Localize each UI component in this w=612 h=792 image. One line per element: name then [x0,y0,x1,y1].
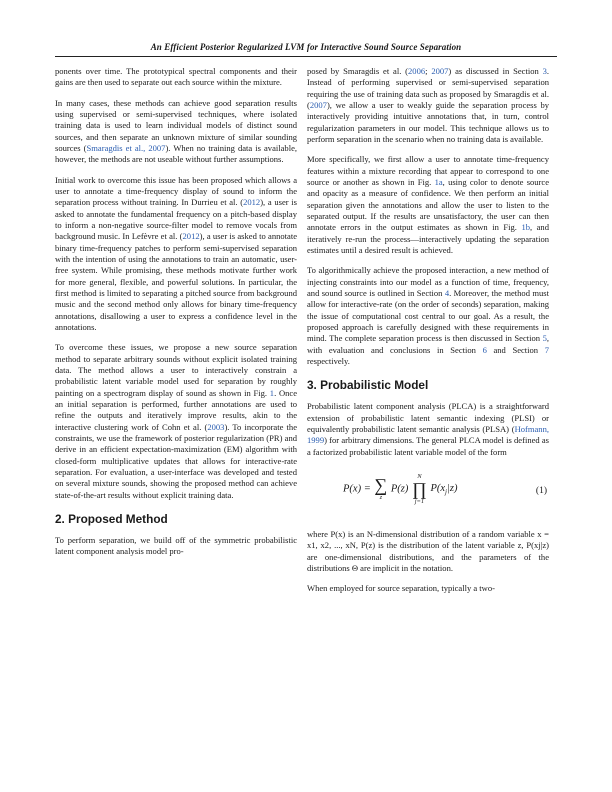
figure-link[interactable]: 1 [269,387,275,398]
citation-link[interactable]: Hofmann, 1999 [307,424,549,446]
header-rule [55,56,557,57]
section-link[interactable]: 4 [444,287,450,298]
paragraph: When employed for source separation, typically a two- [307,583,495,594]
citation-link[interactable]: Smaragdis et al., 2007 [86,142,166,153]
figure-link[interactable]: 1a [434,176,443,187]
equation-term: $P(x_j|z)$ [430,483,458,497]
paragraph: where P(x) is an N-dimensional distribution of a random variable x = x1, x2, ..., xN, P(z) is the distribution of the latent variable z, P(xj|z) are one-dimensional distributions, and the parameters of the distributions Θ are implicit in the notation. [307,528,549,574]
paragraph: In many cases, these methods can achieve good separation results using supervised or semi-supervised techniques, where isolated training data is used to learn individual models of distinct sound sources, and then separate an unknown mixture of similar sounding sources (Smaragdis et al., 2007). When no training data is available, however, the methods are not useable without further assumptions. [55,97,297,165]
paragraph: To algorithmically achieve the proposed interaction, a new method of injecting constraints into our model as a function of time, frequency, and sound source is outlined in Section 4. Moreover, the method must allow for interactive-rate (on the order of seconds) separation, making the issue of computational cost central to our goal. As a result, the proposed approach is carefully designed with these requirements in mind. The complete separation process is then discussed in Section 5, with evaluation and conclusions in Section 6 and Section 7 respectively. [307,265,549,367]
paragraph: To perform separation, we build off of the symmetric probabilistic latent component analysis model pro- [55,535,297,557]
product-operator: N ∏ j=1 [412,472,427,505]
left-column [55,66,297,567]
citation-link[interactable]: 2006 [408,66,426,76]
section-link[interactable]: 6 [482,344,487,355]
paragraph: To overcome these issues, we propose a new source separation method to separate arbitrary sounds without explicit isolated training data. The method allows a user to interactively constrain a probabilistic latent variable model used for separation by roughly painting on a spectrogram display of sound as shown in Fig. 1. Once an initial separation is performed, further annotations are used to refine the outputs and iteratively improve results, akin to the interactive clustering work of Cohn et al. (2003). To incorporate the constraints, we use the framework of posterior regularization (PR) and derive in an efficient expectation-maximization (EM) algorithm with closed-form multiplicative updates that allows for interactive-rate separation. For evaluation, a user-interface was developed and tested on several mixture sounds, showing the proposed method can achieve state-of-the-art results without explicit training data. [55,342,298,500]
section-heading: 3. Probabilistic Model [307,378,429,393]
citation-link[interactable]: 2012 [182,231,200,242]
paragraph: ponents over time. The prototypical spectral components and their gains are then used to separate out each source within the mixture. [55,66,297,88]
paragraph: Probabilistic latent component analysis (PLCA) is a straightforward extension of probabilistic latent semantic indexing (PLSI) or equivalently probabilistic latent semantic analysis (PLSA) (Hofmann, 1999) for arbitrary dimensions. The general PLCA model is defined as a factorized probabilistic latent variable model of the form [307,401,549,457]
equation-1 [307,467,549,521]
right-column [307,66,549,603]
section-link[interactable]: 7 [544,344,549,355]
equation-lhs: P(x) = [343,483,371,495]
paragraph: posed by Smaragdis et al. (2006; 2007) as discussed in Section 3. Instead of performing supervised or semi-supervised separation requiring the use of training data such as proposed by Smaragdis et al. (2007), we allow a user to weakly guide the separation process by interactively providing intuitive annotations that, in turn, control regularization parameters in our model. This technique allows us to perform separation in the scenario when no training data is available. [307,66,549,145]
citation-link[interactable]: 2007 [309,100,327,111]
citation-link[interactable]: 2003 [207,421,225,432]
section-link[interactable]: 3 [542,66,547,76]
equation-body [343,473,457,505]
equation-term: P(z) [390,483,409,495]
section-link[interactable]: 5 [542,333,547,344]
paragraph: Initial work to overcome this issue has been proposed which allows a user to annotate a time-frequency display of sound to inform the separation process without training. In Durrieu et al. (2012), a user is asked to annotate the fundamental frequency on a pitch-based display to inform a non-negative source-filter model to remove vocals from background music. In Lefèvre et al. (2012), a user is asked to annotate binary time-frequency patches to perform semi-supervised separation with the intention of using the annotations to train an automatic, user-free system. While promising, these methods motivate further work for more general, flexible, and powerful solutions. In particular, the first method is limited to separating a pitched source from background music and the second method only allows for binary time-frequency annotations, disallowing a user to express a confidence level in the annotations. [55,174,297,332]
sum-operator: ∑ z [374,475,388,502]
section-heading: 2. Proposed Method [55,512,168,527]
citation-link[interactable]: 2012 [243,197,261,208]
paragraph: More specifically, we first allow a user to annotate time-frequency features within a mixture recording that appear to correspond to one source or another as shown in Fig. 1a, using color to denote source and opacity as a measure of confidence. We then perform an initial separation given the annotations and allow the user to listen to the separated output. If the results are unsatisfactory, the user can then annotate errors in the output estimates as shown in Fig. 1b, and iteratively re-run the process—interactively updating the separation estimates until a desired result is achieved. [307,154,549,256]
running-head: An Efficient Posterior Regularized LVM for Interactive Sound Source Separation [150,42,462,52]
equation-number: (1) [535,485,547,496]
citation-link[interactable]: 2007 [431,66,449,76]
figure-link[interactable]: 1b [521,222,530,233]
